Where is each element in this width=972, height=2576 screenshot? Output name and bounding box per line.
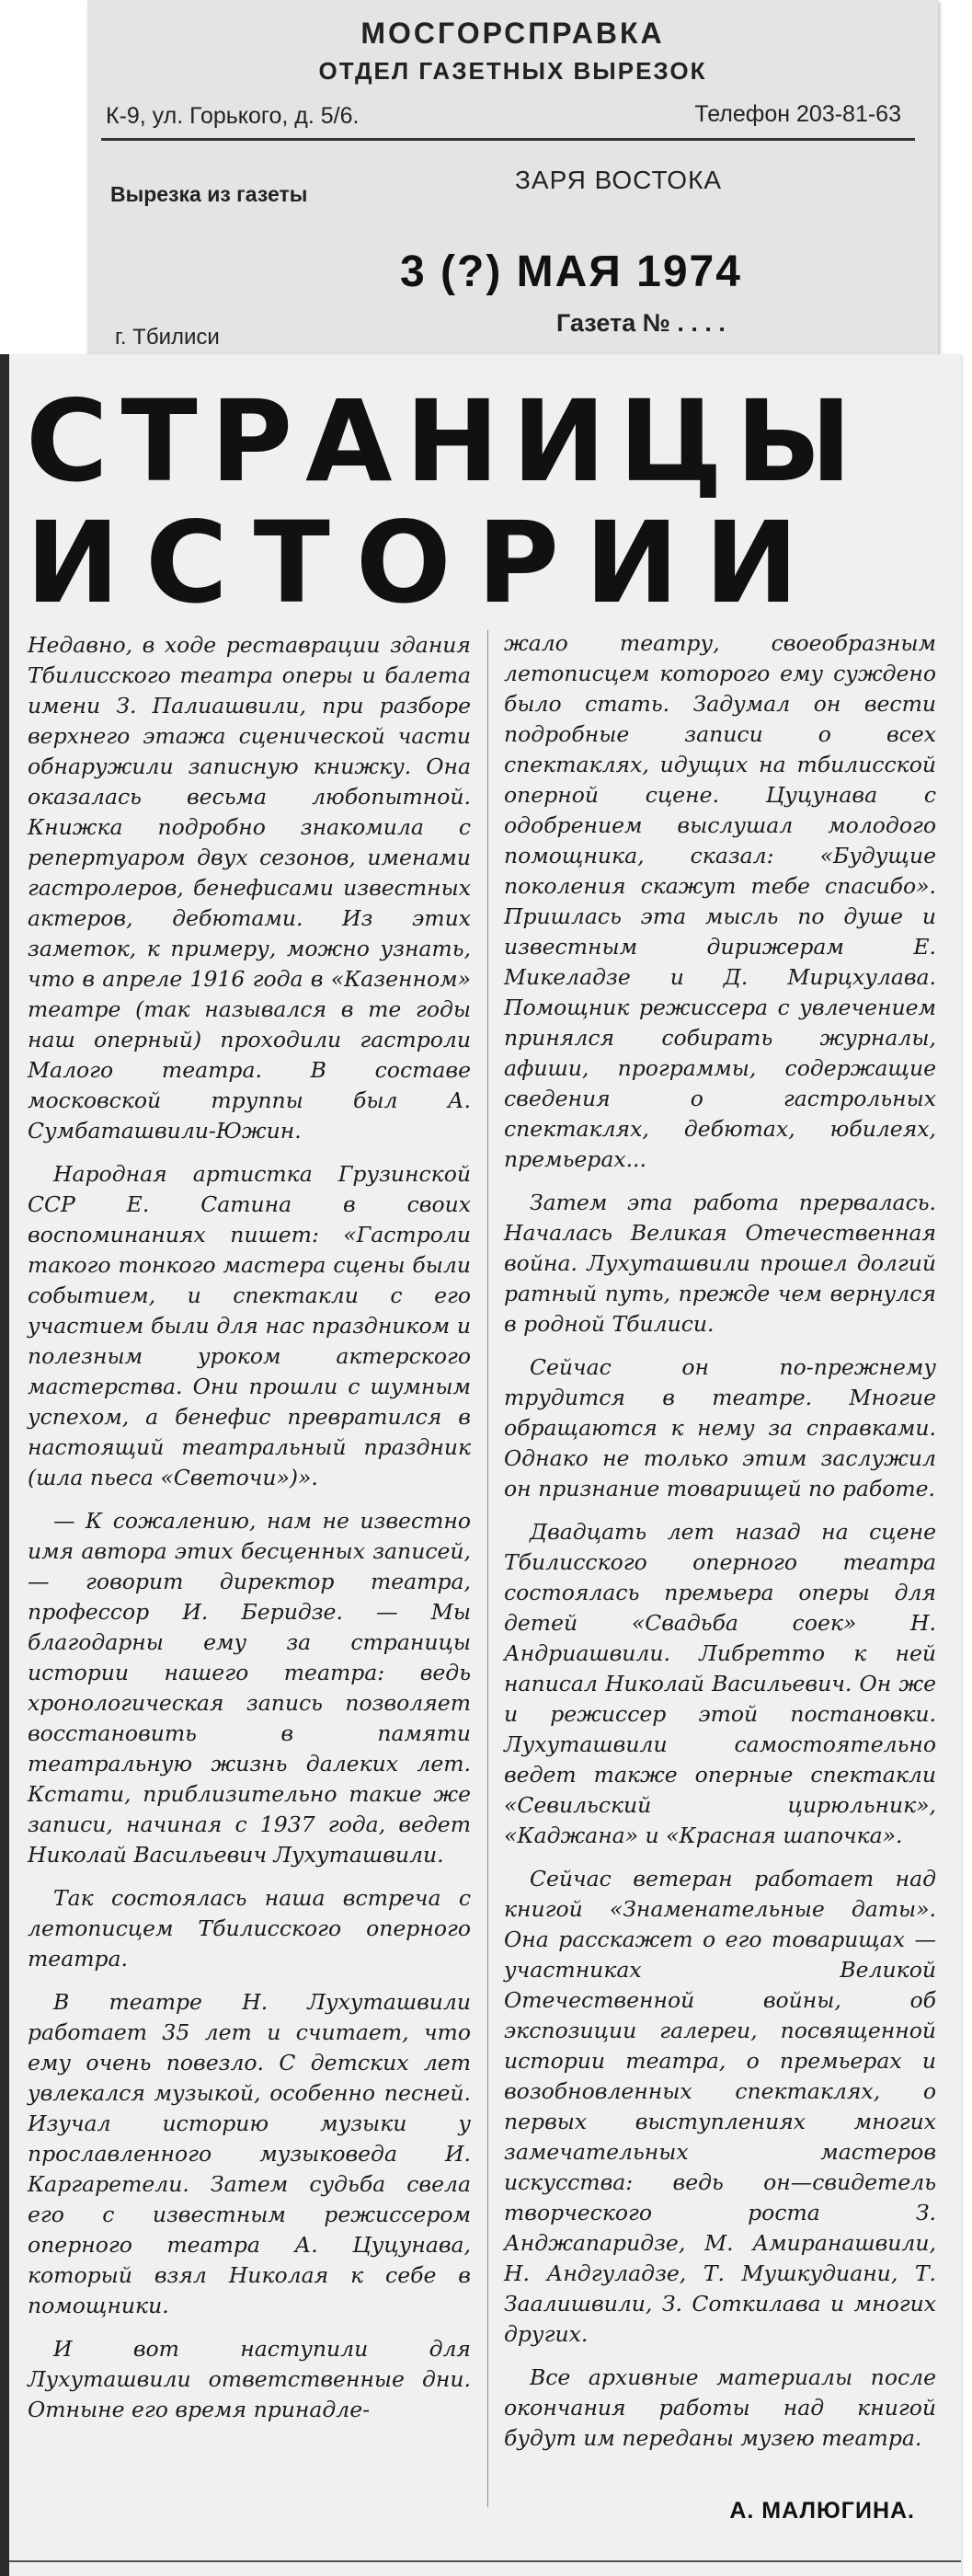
article-column-right [504,628,936,2467]
city-label: г. Тбилиси [115,325,220,350]
column-divider [487,630,488,2507]
article-paragraph: Сейчас ветеран работает над книгой «Знаменательные даты». Она расскажет о его товарищах — участниках Великой Отечественной войны, об экспозиции галереи, посвященной истории театра, о премьерах и возобновленных спектаклях, о первых выступлениях многих замечательных мастеров искусства: ведь он—свидетель творческого роста З. Анджапаридзе, М. Амиранашвили, Н. Андгуладзе, Т. Мушкудиани, Т. Заалишвили, З. Соткилава и многих других. [504,1866,936,2347]
newspaper-article [0,354,961,2576]
article-column-left [28,630,471,2438]
article-paragraph: Двадцать лет назад на сцене Тбилисского оперного театра состоялась премьера оперы для детей «Свадьба соек» Н. Андриашвили. Либретто к ней написал Николай Васильевич. Он же и режиссер этой постановки. Лухуташвили самостоятельно ведет также оперные спектакли «Севильский цирюльник», «Каджана» и «Красная шапочка». [504,1519,936,1848]
clipping-service-slip [87,0,938,368]
service-phone: Телефон 203-81-63 [694,101,901,127]
article-paragraph: И вот наступили для Лухуташвили ответственные дни. Отныне его время принадле- [28,2336,471,2422]
bottom-divider [9,2560,961,2562]
article-paragraph: жало театру, своеобразным летописцем которого ему суждено было стать. Задумал он вести подробные записи о всех спектаклях, идущих на тбилисской оперной сцене. Цуцунава с одобрением выслушал молодого помощника, сказал: «Будущие поколения скажут тебе спасибо». Пришлась эта мысль по душе и известным дирижерам Е. Микеладзе и Д. Мирцхулава. Помощник режиссера с увлечением принялся собирать журналы, афиши, программы, содержащие сведения о гастрольных спектаклях, дебютах, юбилеях, премьерах... [504,630,936,1172]
article-headline [0,376,961,628]
slip-divider [101,138,915,141]
department-name: ОТДЕЛ ГАЗЕТНЫХ ВЫРЕЗОК [318,57,707,85]
newspaper-name: ЗАРЯ ВОСТОКА [515,166,723,194]
newspaper-number-label: Газета № . . . . [556,309,726,337]
date-stamp: 3 (?) МАЯ 1974 [400,247,742,296]
article-paragraph: Сейчас он по-прежнему трудится в театре. Многие обращаются к нему за справками. Однако не только этим заслужил он признание товарищей по работе. [504,1354,936,1501]
article-paragraph: Недавно, в ходе реставрации здания Тбилисского театра оперы и балета имени З. Палиашвили, при разборе верхнего этажа сценической части обнаружили записную книжку. Она оказалась весьма любопытной. Книжка подробно знакомила с репертуаром двух сезонов, именами гастролеров, бенефисами известных актеров, дебютами. Из этих заметок, к примеру, можно узнать, что в апреле 1916 года в «Казенном» театре (так назывался в те годы наш оперный) проходили гастроли Малого театра. В составе московской труппы был А. Сумбаташвили-Южин. [28,632,471,1144]
headline-line-1: СТРАНИЦЫ [26,376,865,507]
article-paragraph: Народная артистка Грузинской ССР Е. Сатина в своих воспоминаниях пишет: «Гастроли такого тонкого мастера сцены были событием, и спектакли с его участием были для нас праздником и полезным уроком актерского мастерства. Они прошли с шумным успехом, а бенефис превратился в настоящий театральный праздник (шла пьеса «Светочи»)». [28,1161,471,1490]
article-paragraph: В театре Н. Лухуташвили работает 35 лет и считает, что ему очень повезло. С детских лет увлекался музыкой, особенно песней. Изучал историю музыки у прославленного музыковеда И. Каргаретели. Затем судьба свела его с известным режиссером оперного театра А. Цуцунава, который взял Николая к себе в помощники. [28,1989,471,2318]
service-name: МОСГОРСПРАВКА [360,17,665,50]
clipping-edge [0,354,9,2576]
article-paragraph: — К сожалению, нам не известно имя автора этих бесценных записей, — говорит директор театра, профессор И. Беридзе. — Мы благодарны ему за страницы истории нашего театра: ведь хронологическая запись позволяет восстановить в памяти театральную жизнь далеких лет. Кстати, приблизительно такие же записи, начиная с 1937 года, ведет Николай Васильевич Лухуташвили. [28,1508,471,1868]
author-signature: А. МАЛЮГИНА. [729,2498,915,2524]
service-address: К-9, ул. Горького, д. 5/6. [106,103,360,129]
article-paragraph: Все архивные материалы после окончания работы над книгой будут им переданы музею театра. [504,2364,936,2451]
headline-line-2: ИСТОРИИ [26,497,825,628]
clipping-label: Вырезка из газеты [110,182,308,206]
article-paragraph: Затем эта работа прервалась. Началась Великая Отечественная война. Лухуташвили прошел долгий ратный путь, прежде чем вернулся в родной Тбилиси. [504,1190,936,1337]
article-paragraph: Так состоялась наша встреча с летописцем Тбилисского оперного театра. [28,1885,471,1972]
